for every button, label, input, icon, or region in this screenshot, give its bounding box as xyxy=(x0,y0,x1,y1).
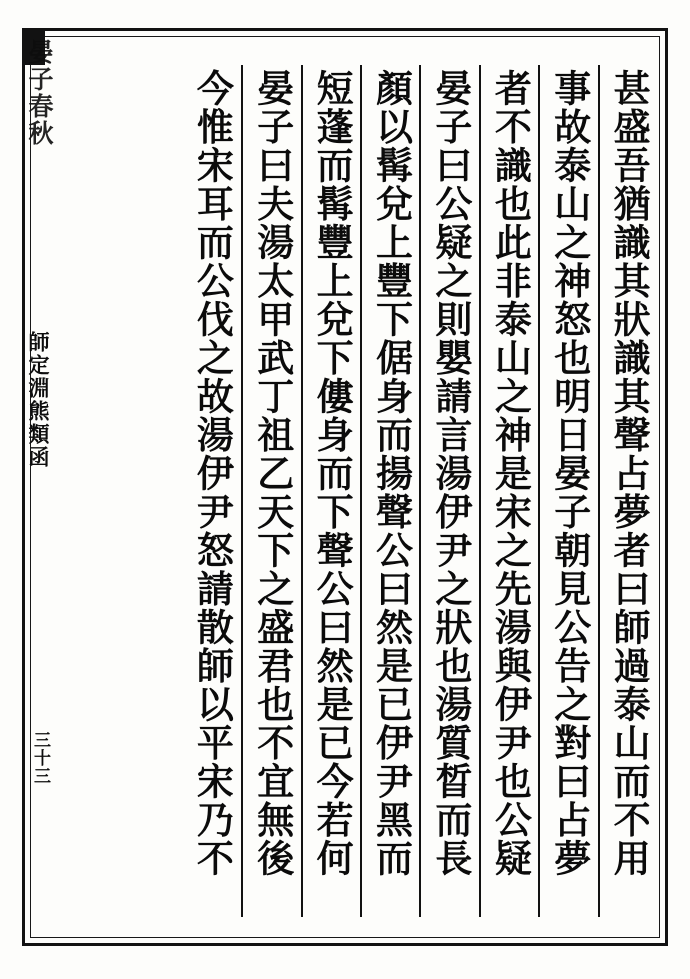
column-text: 者不識也此非泰山之神是宋之先湯與伊尹也公疑 xyxy=(488,69,533,878)
text-column xyxy=(598,65,657,917)
spine-title: 晏子春秋 xyxy=(25,39,54,147)
page-border-frame xyxy=(22,28,668,946)
spine-page-number: 三十三 xyxy=(30,731,50,785)
text-column xyxy=(241,65,300,917)
text-column xyxy=(301,65,360,917)
column-text: 事故泰山之神怒也明日晏子朝見公告之對曰占夢 xyxy=(547,69,592,878)
spine-subtitle: 師定淵熊類函 xyxy=(26,331,51,469)
column-text: 今惟宋耳而公伐之故湯伊尹怒請散師以平宋乃不 xyxy=(190,69,235,878)
column-text: 顏以髯兌上豐下倨身而揚聲公曰然是已伊尹黑而 xyxy=(369,69,414,878)
text-column xyxy=(360,65,419,917)
column-text: 短蓬而髯豐上兌下僂身而下聲公曰然是已今若何 xyxy=(310,69,355,878)
text-column xyxy=(479,65,538,917)
column-text: 晏子曰公疑之則嬰請言湯伊尹之狀也湯質晳而長 xyxy=(428,69,473,878)
spine-margin xyxy=(25,31,63,883)
text-column xyxy=(419,65,478,917)
text-columns xyxy=(63,65,657,917)
text-column xyxy=(538,65,597,917)
text-column xyxy=(182,65,241,917)
column-text: 甚盛吾猶識其狀識其聲占夢者曰師過泰山而不用 xyxy=(607,69,652,878)
column-text: 晏子曰夫湯太甲武丁祖乙天下之盛君也不宜無後 xyxy=(250,69,295,878)
